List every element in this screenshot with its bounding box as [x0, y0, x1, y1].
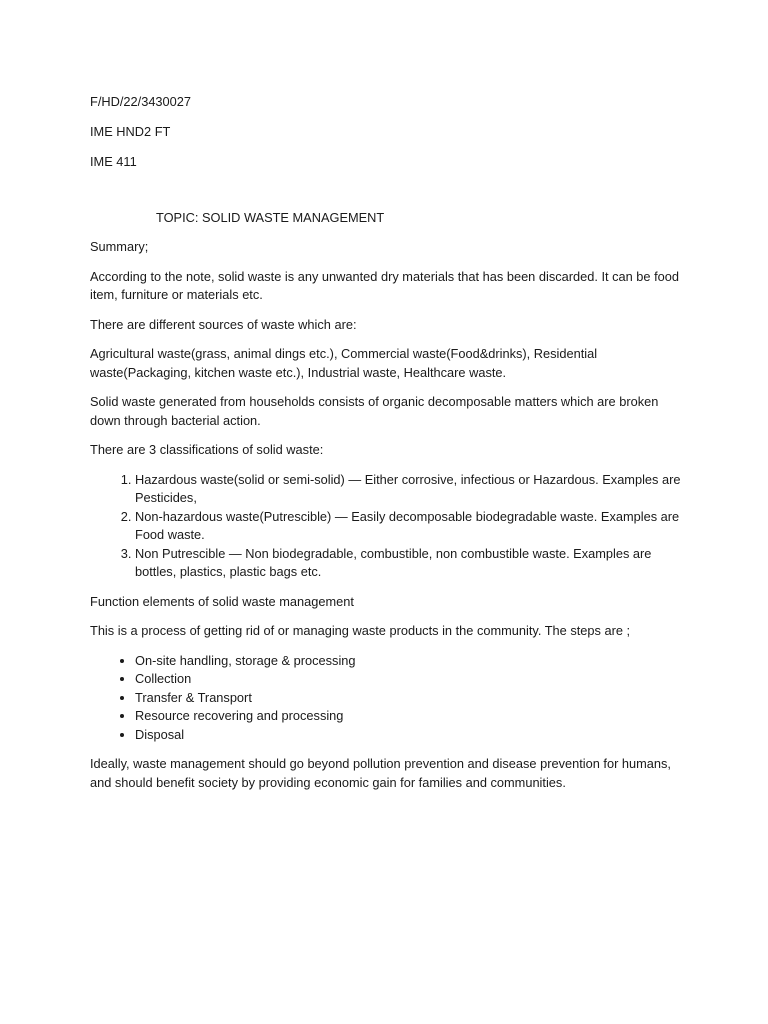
list-item: • Collection [135, 670, 690, 689]
topic-title: TOPIC: SOLID WASTE MANAGEMENT [156, 209, 385, 225]
list-item: 3. Non Putrescible — Non biodegradable, combustible, non combustible waste. Examples are bottles, plastics, plastic bags etc. [135, 545, 690, 582]
paragraph-classifications-intro: There are 3 classifications of solid waste: [90, 442, 324, 457]
list-item: • Resource recovering and processing [135, 707, 690, 726]
list-item: 1. Hazardous waste(solid or semi-solid) — Either corrosive, infectious or Hazardous. Examples are Pesticides, [135, 471, 690, 508]
paragraph-households: Solid waste generated from households consists of organic decomposable matters which are broken down through bacterial action. [90, 394, 659, 428]
steps-list [90, 652, 690, 745]
paragraph-conclusion: Ideally, waste management should go beyond pollution prevention and disease prevention for humans, and should benefit society by providing economic gain for families and communities. [90, 756, 671, 790]
paragraph-process: This is a process of getting rid of or managing waste products in the community. The steps are ; [90, 623, 631, 638]
paragraph-function-elements: Function elements of solid waste management [90, 593, 354, 609]
list-item: 2. Non-hazardous waste(Putrescible) — Easily decomposable biodegradable waste. Examples are Food waste. [135, 508, 690, 545]
summary-label: Summary; [90, 239, 149, 254]
classification-list [90, 471, 690, 582]
list-item: • On-site handling, storage & processing [135, 652, 690, 671]
document-body [90, 93, 690, 803]
class-label: IME HND2 FT [90, 124, 171, 139]
list-item: • Disposal [135, 726, 690, 745]
paragraph-sources-intro: There are different sources of waste which are: [90, 316, 357, 332]
paragraph-sources-list: Agricultural waste(grass, animal dings etc.), Commercial waste(Food&drinks), Residential waste(Packaging, kitchen waste etc.), Industrial waste, Healthcare waste. [90, 346, 598, 380]
list-item: • Transfer & Transport [135, 689, 690, 708]
paragraph-definition: According to the note, solid waste is any unwanted dry materials that has been discarded. It can be food item, furniture or materials etc. [90, 268, 680, 302]
student-ref: F/HD/22/3430027 [90, 94, 192, 109]
header-block [90, 93, 690, 172]
course-code: IME 411 [90, 154, 137, 169]
